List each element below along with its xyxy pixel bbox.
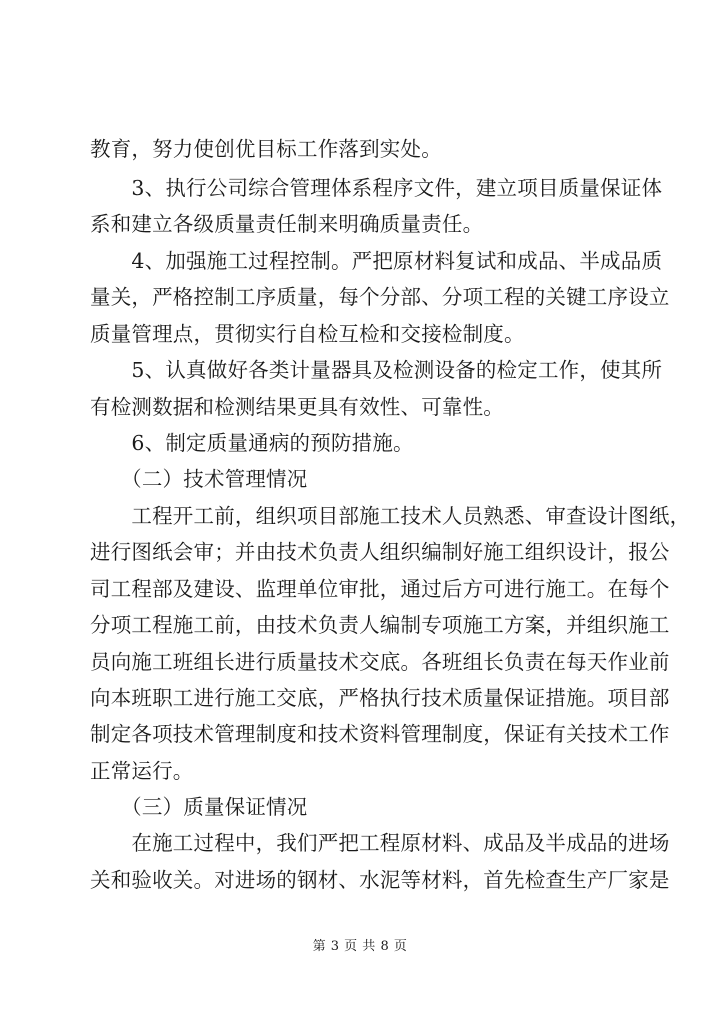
text-line: 有检测数据和检测结果更具有效性、可靠性。	[90, 395, 504, 419]
text-line: 6、制定质量通病的预防措施。	[90, 431, 414, 455]
text-line: 系和建立各级质量责任制来明确质量责任。	[90, 212, 484, 236]
text-line: 3、执行公司综合管理体系程序文件，建立项目质量保证体	[90, 176, 663, 200]
text-line: 量关，严格控制工序质量，每个分部、分项工程的关键工序设立	[90, 285, 670, 309]
text-line: 关和验收关。对进场的钢材、水泥等材料，首先检查生产厂家是	[90, 868, 670, 892]
page-number-footer: 第 3 页 共 8 页	[312, 939, 408, 954]
text-line: 教育，努力使创优目标工作落到实处。	[90, 137, 442, 161]
text-line: 质量管理点，贯彻实行自检互检和交接检制度。	[90, 322, 525, 346]
section-heading: （三）质量保证情况	[90, 795, 308, 819]
text-line: 在施工过程中，我们严把工程原材料、成品及半成品的进场	[90, 831, 670, 855]
text-line: 工程开工前，组织项目部施工技术人员熟悉、审查设计图纸，	[90, 504, 691, 528]
text-line: 员向施工班组长进行质量技术交底。各班组长负责在每天作业前	[90, 650, 670, 674]
text-line: 4、加强施工过程控制。严把原材料复试和成品、半成品质	[90, 249, 663, 273]
text-line: 向本班职工进行施工交底，严格执行技术质量保证措施。项目部	[90, 686, 670, 710]
section-heading: （二）技术管理情况	[90, 467, 308, 491]
text-line: 司工程部及建设、监理单位审批，通过后方可进行施工。在每个	[90, 577, 670, 601]
text-line: 进行图纸会审；并由技术负责人组织编制好施工组织设计，报公	[90, 540, 670, 564]
text-line: 制定各项技术管理制度和技术资料管理制度，保证有关技术工作	[90, 722, 670, 746]
text-line: 分项工程施工前，由技术负责人编制专项施工方案，并组织施工	[90, 613, 670, 637]
text-line: 5、认真做好各类计量器具及检测设备的检定工作，使其所	[90, 358, 663, 382]
text-line: 正常运行。	[90, 759, 194, 783]
